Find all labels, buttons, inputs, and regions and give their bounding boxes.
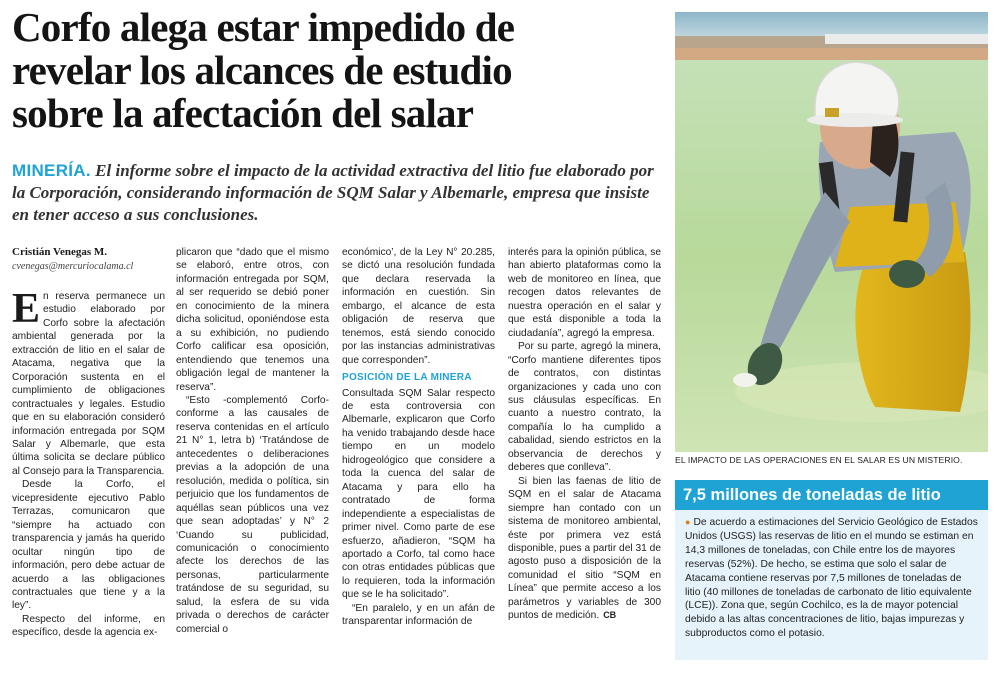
body-paragraph: Respecto del informe, en específico, desde la agencia ex- [12,613,165,639]
salar-worker-illustration [675,12,988,452]
body-column-3 [342,246,495,674]
fact-box-body [675,510,988,647]
headline-line-3: sobre la afectación del salar [12,90,474,136]
body-paragraph: Consultada SQM Salar respecto de esta controversia con Albemarle, explicaron que Corfo ha venido trabajando desde hace tiempo en un modelo hidrogeológico que considere a toda la cuenca del salar de Atacama y para ello ha contratado de forma independiente a especialistas de primer nivel. Como parte de ese esfuerzo, añadieron, “SQM ha aportado a Corfo, tal como hace con otras entidades públicas que lo requieren, toda la información que se le ha solicitado”. [342,387,495,601]
end-mark: CB [603,610,617,621]
author-name: Cristián Venegas M. [12,246,108,258]
body-text: n reserva permanece un estudio elaborado por Corfo sobre la afectación ambiental generada por la extracción de litio en el salar de Atacama, negativa que la Corporación sustenta en el cumplimiento de obligaciones contractuales y legales. Estudio que en su elaboración consideró información entregada por SQM Salar y Albemarle, que esta última solicita se declare público al Consejo para la Transparencia. [12,291,165,477]
body-paragraph [12,290,165,478]
body-text: Si bien las faenas de litio de SQM en el salar de Atacama siempre han contado con un sistema de monitoreo ambiental, éste por primera vez está disponible, pues a partir del 31 de agosto puso a disposición de la comunidad el sitio “SQM en Línea” que permite acceso a los parámetros y variables de 300 puntos de medición. [508,475,661,622]
lead-text: El informe sobre el impacto de la actividad extractiva del litio fue elaborado por la Corporación, considerando información de SQM Salar y Albemarle, empresa que insiste en tener acceso a sus conclusiones. [12,161,654,224]
body-paragraph: “Esto -complementó Corfo- conforme a las causales de reserva contenidas en el artículo 21 N° 1, letra b) ‘Tratándose de antecedentes o deliberaciones previas a la adopción de una resolución, medida o política, sin perjuicio que los fundamentos de aquéllas sean públicos una vez que sean adoptadas’ y N° 2 ‘Cuando su publicidad, comunicación o conocimiento afecte los derechos de las personas, particularmente tratándose de su seguridad, su salud, la esfera de su vida privada o derechos de carácter comercial o [176,394,329,635]
bullet-icon: ● [685,517,691,527]
fact-box-title: 7,5 millones de toneladas de litio [675,480,988,510]
lead-paragraph [12,160,662,226]
headline [12,6,662,135]
body-paragraph: interés para la opinión pública, se han abierto plataformas como la web de monitoreo en línea, que recogen datos relevantes de nuestra operación en el salar y que está disponible a toda la ciudadanía”, agregó la empresa. [508,247,661,339]
body-paragraph: económico’, de la Ley N° 20.285, se dictó una resolución fundada que declara reservada la información en cuestión. Sin embargo, el alcance de esta obligación de reserva que tenemos, está siendo conocido por las instancias administrativas que corresponden”. [342,247,495,366]
body-paragraph [508,475,661,623]
drop-cap: E [12,290,41,332]
section-label: MINERÍA. [12,161,91,180]
subheading: POSICIÓN DE LA MINERA [342,372,472,384]
body-paragraph: Desde la Corfo, el vicepresidente ejecutivo Pablo Terrazas, comunicaron que “siempre ha actuado con transparencia y jamás ha querido ocultar ningún tipo de información, pero debe actuar de acuerdo a las obligaciones contractuales que tiene y a la ley”. [12,479,165,612]
body-column-1 [12,290,165,674]
headline-line-2: revelar los alcances de estudio [12,47,512,93]
fact-box-text: De acuerdo a estimaciones del Servicio Geológico de Estados Unidos (USGS) las reservas de litio en el mundo se estiman en 14,3 millones de toneladas, con Chile entre los de mayores reservas (52%). De hecho, se estima que solo el salar de Atacama contiene reservas por 7,5 millones de toneladas de litio (40 millones de toneladas de carbonato de litio equivalente (LCE)). Zona que, según Cochilco, es la de mayor potencial debido a las altas concentraciones de litio, bajas impurezas y subproductos como el potasio. [685,517,978,640]
body-paragraph: “En paralelo, y en un afán de transparentar información de [342,602,495,628]
body-column-4 [508,246,661,674]
body-column-2 [176,246,329,674]
photo-caption: EL IMPACTO DE LAS OPERACIONES EN EL SALAR ES UN MISTERIO. [675,455,963,465]
headline-line-1: Corfo alega estar impedido de [12,4,515,50]
byline [12,246,162,272]
body-paragraph: Por su parte, agregó la minera, “Corfo mantiene diferentes tipos de contratos, con distintas organizaciones y cada uno con sus cláusulas específicas. En cuanto a nuestro contrato, la compañía lo ha cumplido a cabalidad, siendo estrictos en la observancia de derechos y deberes que conlleva”. [508,341,661,474]
article-photo [675,12,988,452]
author-email[interactable]: cvenegas@mercuriocalama.cl [12,261,134,272]
body-paragraph: plicaron que “dado que el mismo se elaboró, entre otros, con información entregada por SQM, al ser requerido se debió poner en conocimiento de la minera dicha solicitud, oponiéndose esta a su exhibición, no pudiendo Corfo calificar esa oposición, entendiendo que tenemos una obligación legal de mantener la reserva”. [176,247,329,393]
fact-box [675,480,988,660]
